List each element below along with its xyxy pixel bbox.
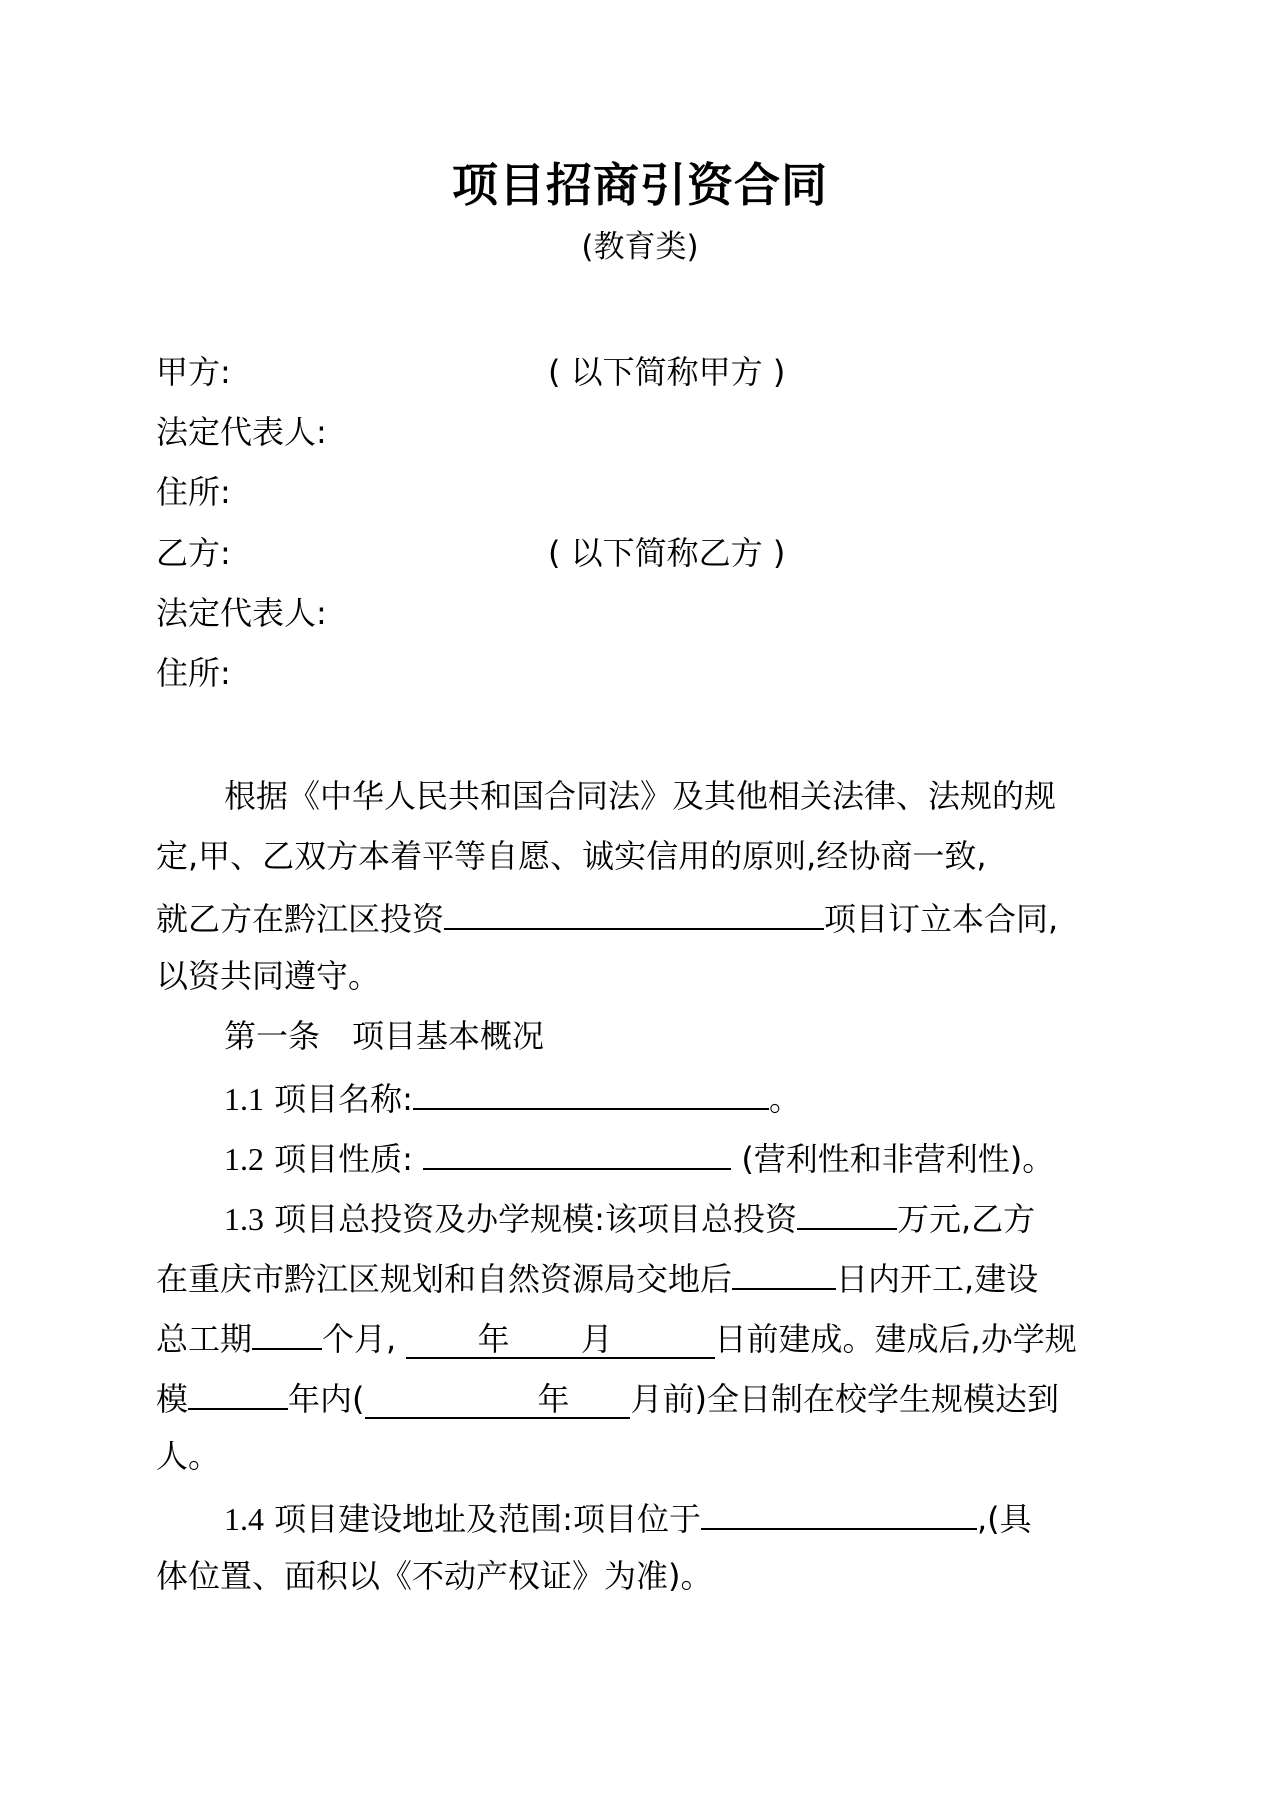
item-1-4-post: ,(具 [976,1500,1032,1538]
party-b-rep-label: 法定代表人: [156,594,327,632]
item-1-2-label: 项目性质: [274,1140,413,1178]
scale-date-field[interactable] [365,1381,631,1419]
item-1-1-label: 项目名称: [274,1080,413,1118]
party-b-label: 乙方: [156,534,231,572]
item-1-3-line-1 [224,1194,1132,1241]
item-1-3-line-5: 人。 [156,1437,221,1475]
party-a-address-label: 住所: [156,473,231,511]
item-1-3-line-4 [156,1374,1132,1421]
total-investment-blank[interactable] [797,1194,897,1230]
article-1-heading: 第一条 项目基本概况 [224,1017,545,1055]
item-1-3-mid: 万元,乙方 [896,1200,1036,1238]
item-1-3-pre: 项目总投资及办学规模:该项目总投资 [274,1200,797,1238]
item-1-2 [224,1134,1132,1181]
preamble-line-4: 以资共同遵守。 [156,957,381,995]
project-name-blank[interactable] [413,1074,769,1110]
item-1-2-number: 1.2 [224,1141,264,1177]
party-a-rep-label: 法定代表人: [156,413,327,451]
item-1-3-line-4-month: 月前)全日制在校学生规模达到 [630,1380,1059,1418]
item-1-3-line-3-b: 个月, [322,1320,397,1358]
item-1-3-line-4-a: 模 [156,1380,189,1418]
party-a-alias: ( 以下简称甲方 ) [548,353,786,391]
completion-year-label: 年 [477,1320,510,1358]
project-investment-blank[interactable] [444,894,824,930]
party-b-address-label: 住所: [156,654,231,692]
preamble-line-1: 根据《中华人民共和国合同法》及其他相关法律、法规的规 [224,777,1057,815]
document-title: 项目招商引资合同 [452,158,828,212]
preamble-line-2: 定,甲、乙双方本着平等自愿、诚实信用的原则,经协商一致, [156,837,987,875]
scale-years-blank[interactable] [188,1374,288,1410]
completion-date-field[interactable] [406,1321,714,1359]
start-days-blank[interactable] [732,1254,836,1290]
party-a-label: 甲方: [156,353,231,391]
item-1-3-line-3-a: 总工期 [156,1320,253,1358]
item-1-3-line-2-post: 日内开工,建设 [836,1260,1039,1298]
project-nature-blank[interactable] [423,1134,731,1170]
document-subtitle: (教育类) [581,229,699,265]
preamble-line-3-post: 项目订立本合同, [824,900,1059,938]
preamble-line-3 [156,894,1132,941]
item-1-4-line-1 [224,1494,1132,1541]
item-1-3-number: 1.3 [224,1201,264,1237]
completion-month-label: 月 [580,1320,613,1358]
preamble-line-3-pre: 就乙方在黔江区投资 [156,900,445,938]
item-1-3-line-2 [156,1254,1132,1301]
item-1-1 [224,1074,1132,1121]
party-b-alias: ( 以下简称乙方 ) [548,534,786,572]
item-1-2-end: (营利性和非营利性)。 [741,1140,1055,1178]
scale-year-label: 年 [537,1380,570,1418]
item-1-3-line-3 [156,1314,1132,1361]
item-1-4-number: 1.4 [224,1501,264,1537]
item-1-3-day: 日前建成。建成后,办学规 [714,1320,1077,1358]
item-1-1-number: 1.1 [224,1081,264,1117]
project-location-blank[interactable] [701,1494,977,1530]
item-1-3-line-4-b: 年内( [288,1380,365,1418]
item-1-3-line-2-pre: 在重庆市黔江区规划和自然资源局交地后 [156,1260,733,1298]
item-1-4-line-2: 体位置、面积以《不动产权证》为准)。 [156,1557,713,1595]
construction-months-blank[interactable] [252,1314,322,1350]
item-1-1-end: 。 [768,1080,801,1118]
item-1-4-pre: 项目建设地址及范围:项目位于 [274,1500,701,1538]
